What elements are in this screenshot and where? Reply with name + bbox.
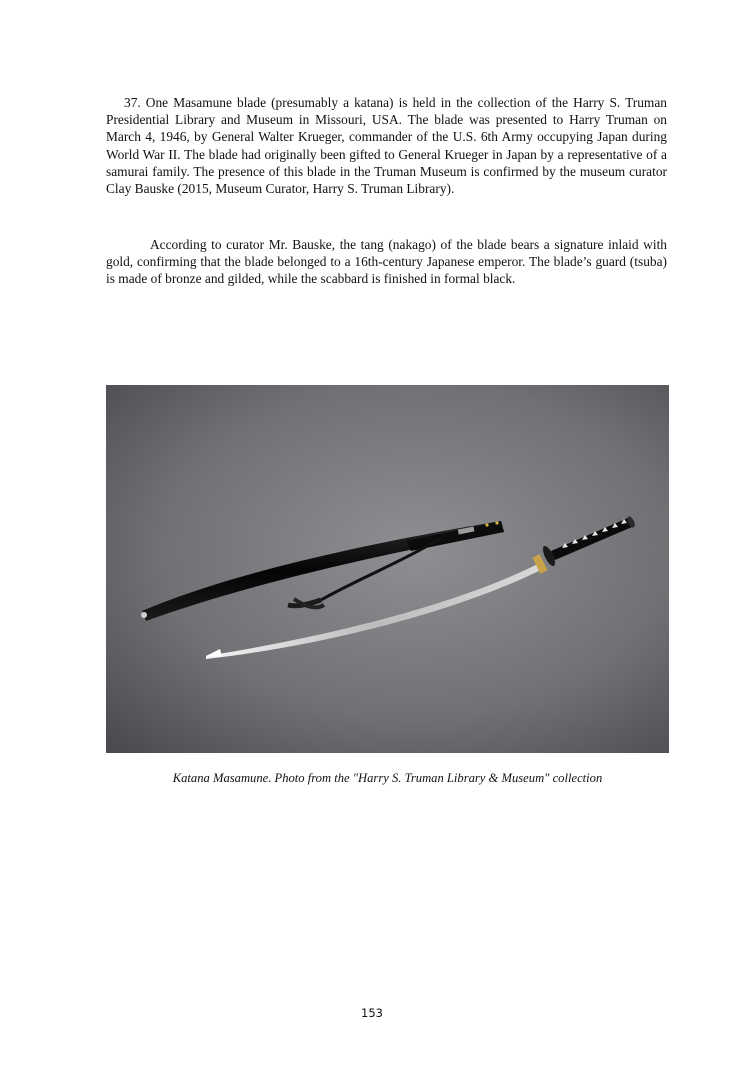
figure-caption: Katana Masamune. Photo from the "Harry S. Truman Library & Museum" collection xyxy=(172,771,603,785)
body-paragraph-2: According to curator Mr. Bauske, the tang (nakago) of the blade bears a signature inlaid with gold, confirming that the blade belonged to a 16th-century Japanese emperor. The blade’s guard (tsuba) is made of bronze and gilded, while the scabbard is finished in formal black. xyxy=(106,237,667,287)
katana-photo xyxy=(106,385,669,753)
body-paragraph-1: 37. One Masamune blade (presumably a katana) is held in the collection of the Harry S. Truman Presidential Library and Museum in Missouri, USA. The blade was presented to Harry Truman on March 4, 1946, by General Walter Krueger, commander of the U.S. 6th Army occupying Japan during World War II. The blade had originally been gifted to General Krueger in Japan by a representative of a samurai family. The presence of this blade in the Truman Museum is confirmed by the museum curator Clay Bauske (2015, Museum Curator, Harry S. Truman Library). xyxy=(106,95,667,197)
page-number: 153 xyxy=(361,1006,383,1020)
